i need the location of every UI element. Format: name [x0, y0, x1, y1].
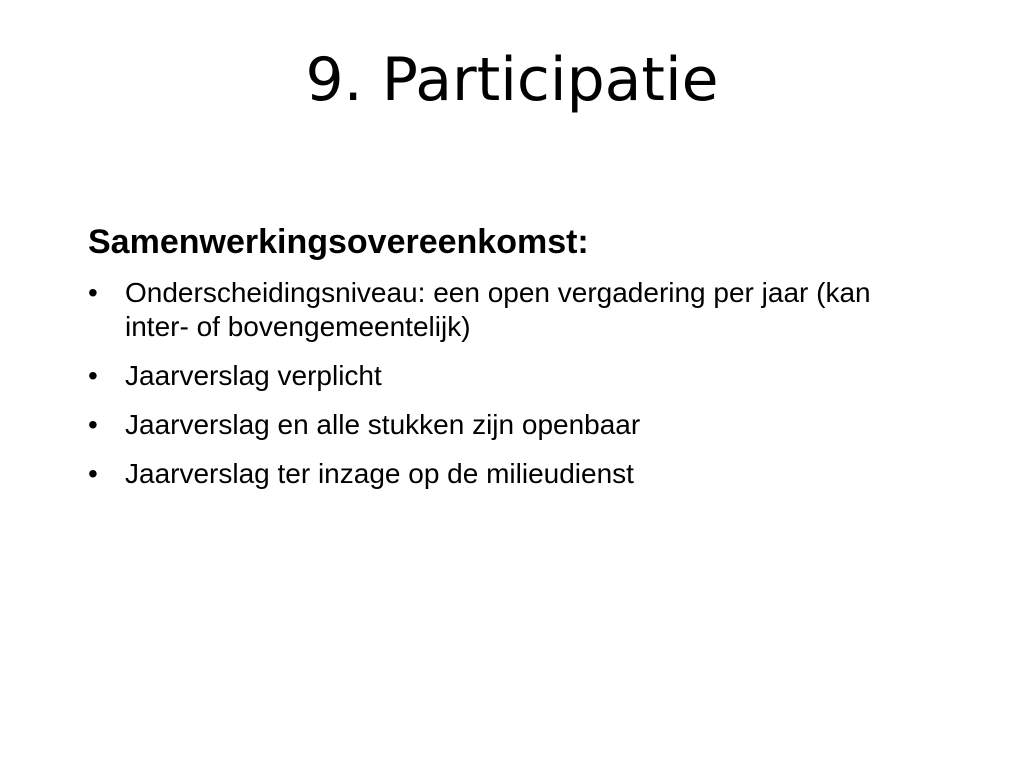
bullet-item [88, 359, 928, 393]
bullet-item [88, 276, 928, 344]
subheading: Samenwerkingsovereenkomst: [88, 223, 589, 261]
slide-title: 9. Participatie [305, 45, 719, 115]
bullet-text: Jaarverslag verplicht [125, 360, 382, 391]
bullet-item [88, 457, 928, 491]
bullet-list [88, 276, 928, 491]
bullet-text: Jaarverslag en alle stukken zijn openbaar [125, 409, 641, 440]
bullet-icon: • [88, 409, 98, 440]
bullet-text: Onderscheidingsniveau: een open vergadering per jaar (kan inter- of bovengemeentelijk) [125, 277, 871, 342]
bullet-item [88, 408, 928, 442]
bullet-text: Jaarverslag ter inzage op de milieudienst [125, 458, 634, 489]
bullet-icon: • [88, 360, 98, 391]
bullet-icon: • [88, 277, 98, 308]
slide-content [88, 220, 928, 506]
bullet-icon: • [88, 458, 98, 489]
